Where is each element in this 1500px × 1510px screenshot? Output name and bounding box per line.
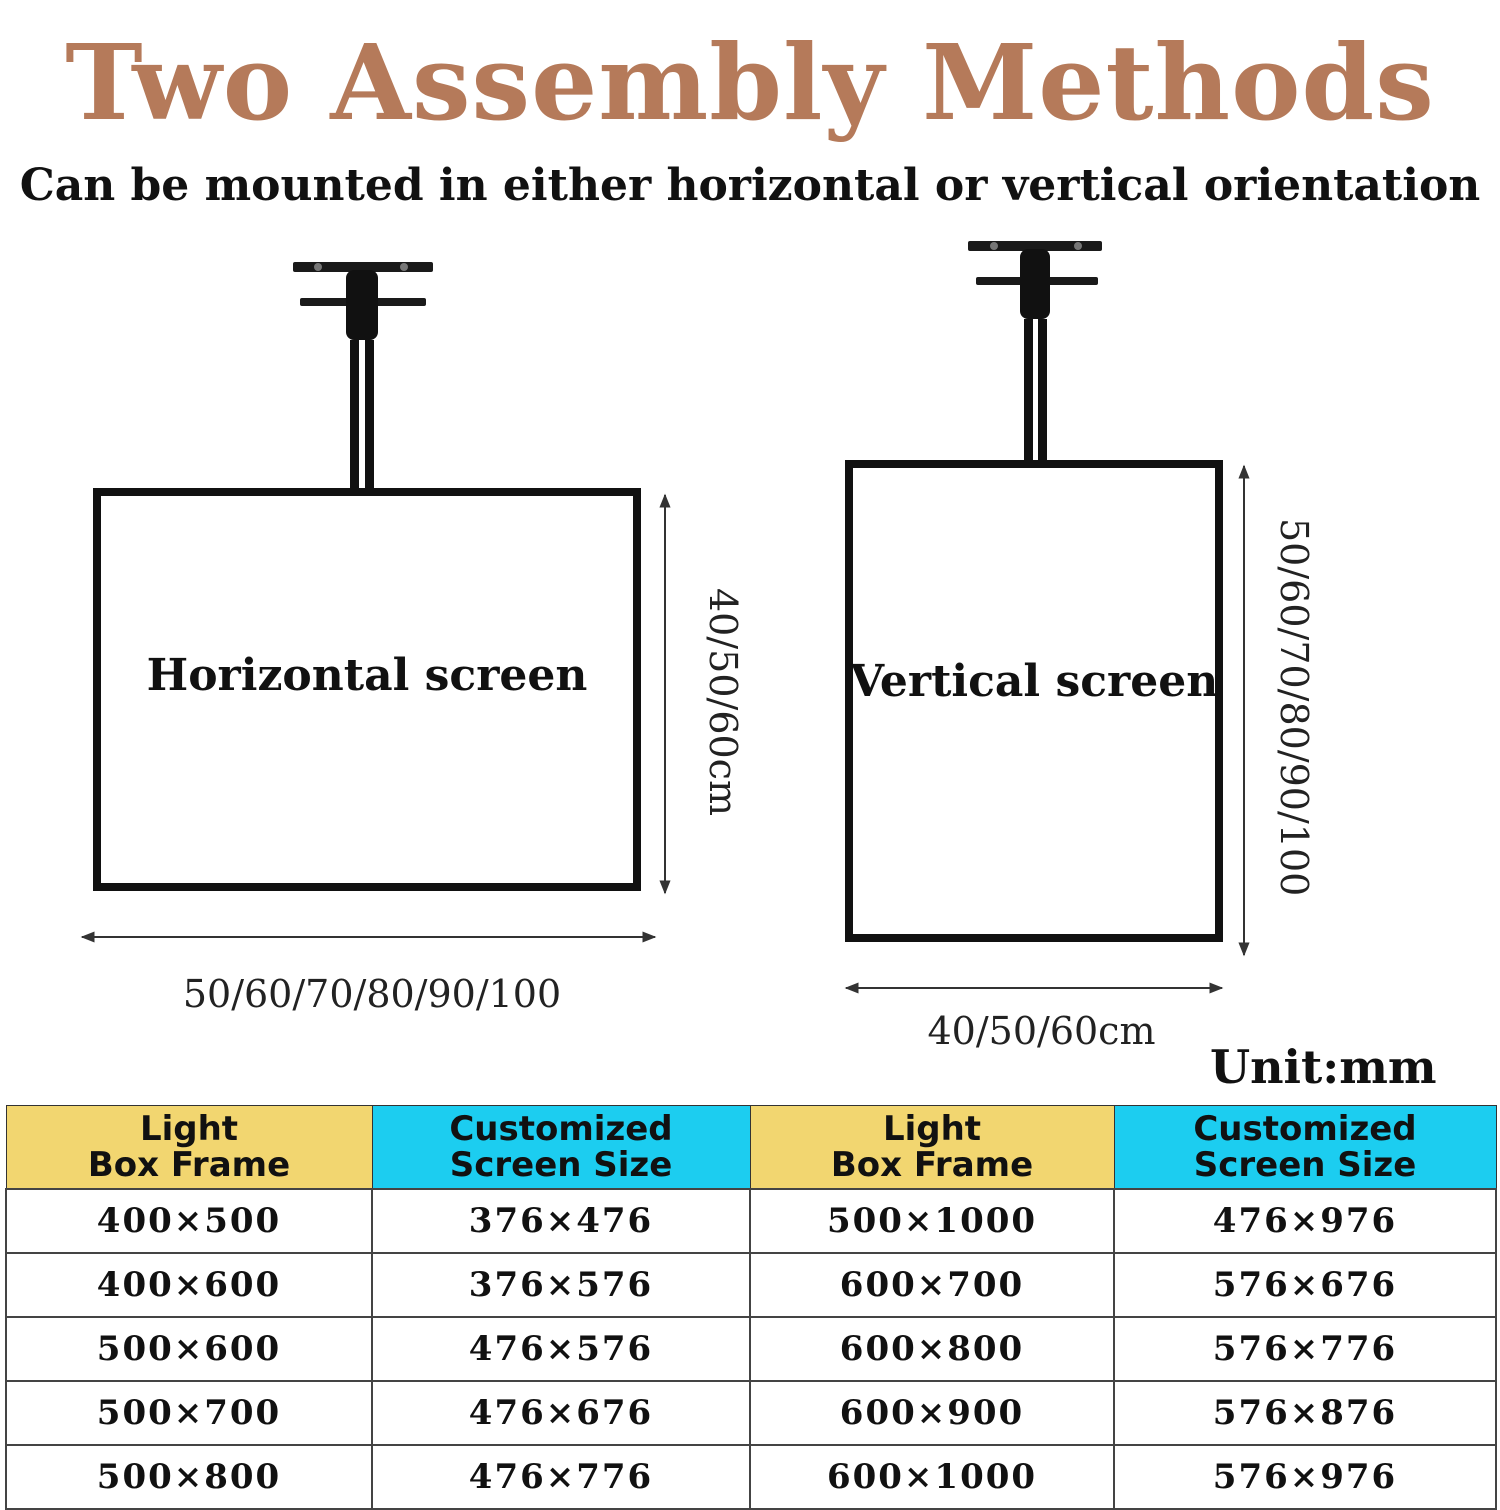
unit-label: Unit:mm bbox=[1210, 1040, 1437, 1094]
table-cell: 576×676 bbox=[1114, 1253, 1496, 1317]
header-light-box-frame bbox=[6, 1106, 372, 1190]
table-cell: 600×800 bbox=[750, 1317, 1114, 1381]
vertical-height-label: 50/60/70/80/90/100 bbox=[1272, 518, 1316, 897]
table-cell: 600×900 bbox=[750, 1381, 1114, 1445]
header-light-box-frame bbox=[750, 1106, 1114, 1190]
table-cell: 500×800 bbox=[6, 1445, 372, 1509]
vertical-ceiling-bracket-icon bbox=[968, 241, 1102, 463]
table-cell: 500×1000 bbox=[750, 1189, 1114, 1253]
header-customized-screen-size bbox=[372, 1106, 750, 1190]
page-title: Two Assembly Methods bbox=[65, 21, 1435, 144]
header-line: Customized bbox=[1193, 1109, 1417, 1149]
vertical-screen-label: Vertical screen bbox=[849, 656, 1219, 707]
header-line: Box Frame bbox=[87, 1145, 291, 1185]
horizontal-ceiling-bracket-icon bbox=[293, 262, 433, 492]
header-line: Box Frame bbox=[830, 1145, 1034, 1185]
table-cell: 476×676 bbox=[372, 1381, 750, 1445]
horizontal-screen-label: Horizontal screen bbox=[146, 650, 588, 701]
table-header-row bbox=[6, 1106, 1496, 1190]
table-row bbox=[6, 1317, 1496, 1381]
table-cell: 500×600 bbox=[6, 1317, 372, 1381]
table-cell: 500×700 bbox=[6, 1381, 372, 1445]
table-cell: 600×1000 bbox=[750, 1445, 1114, 1509]
header-line: Screen Size bbox=[449, 1145, 673, 1185]
table-row bbox=[6, 1189, 1496, 1253]
vertical-width-label: 40/50/60cm bbox=[927, 1009, 1156, 1053]
table-cell: 600×700 bbox=[750, 1253, 1114, 1317]
table-cell: 376×476 bbox=[372, 1189, 750, 1253]
table-cell: 576×976 bbox=[1114, 1445, 1496, 1509]
size-table bbox=[5, 1105, 1497, 1510]
table-cell: 476×976 bbox=[1114, 1189, 1496, 1253]
horizontal-height-label: 40/50/60cm bbox=[701, 588, 745, 816]
table-cell: 476×576 bbox=[372, 1317, 750, 1381]
table-row bbox=[6, 1381, 1496, 1445]
table-cell: 400×500 bbox=[6, 1189, 372, 1253]
header-customized-screen-size bbox=[1114, 1106, 1496, 1190]
table-row bbox=[6, 1253, 1496, 1317]
header-line: Light bbox=[882, 1109, 982, 1149]
horizontal-width-label: 50/60/70/80/90/100 bbox=[182, 972, 562, 1016]
table-cell: 400×600 bbox=[6, 1253, 372, 1317]
table-cell: 576×776 bbox=[1114, 1317, 1496, 1381]
table-cell: 376×576 bbox=[372, 1253, 750, 1317]
page-subtitle: Can be mounted in either horizontal or vertical orientation bbox=[19, 160, 1481, 211]
header-line: Screen Size bbox=[1193, 1145, 1417, 1185]
table-cell: 476×776 bbox=[372, 1445, 750, 1509]
table-cell: 576×876 bbox=[1114, 1381, 1496, 1445]
header-line: Customized bbox=[449, 1109, 673, 1149]
table-row bbox=[6, 1445, 1496, 1509]
header-line: Light bbox=[139, 1109, 239, 1149]
